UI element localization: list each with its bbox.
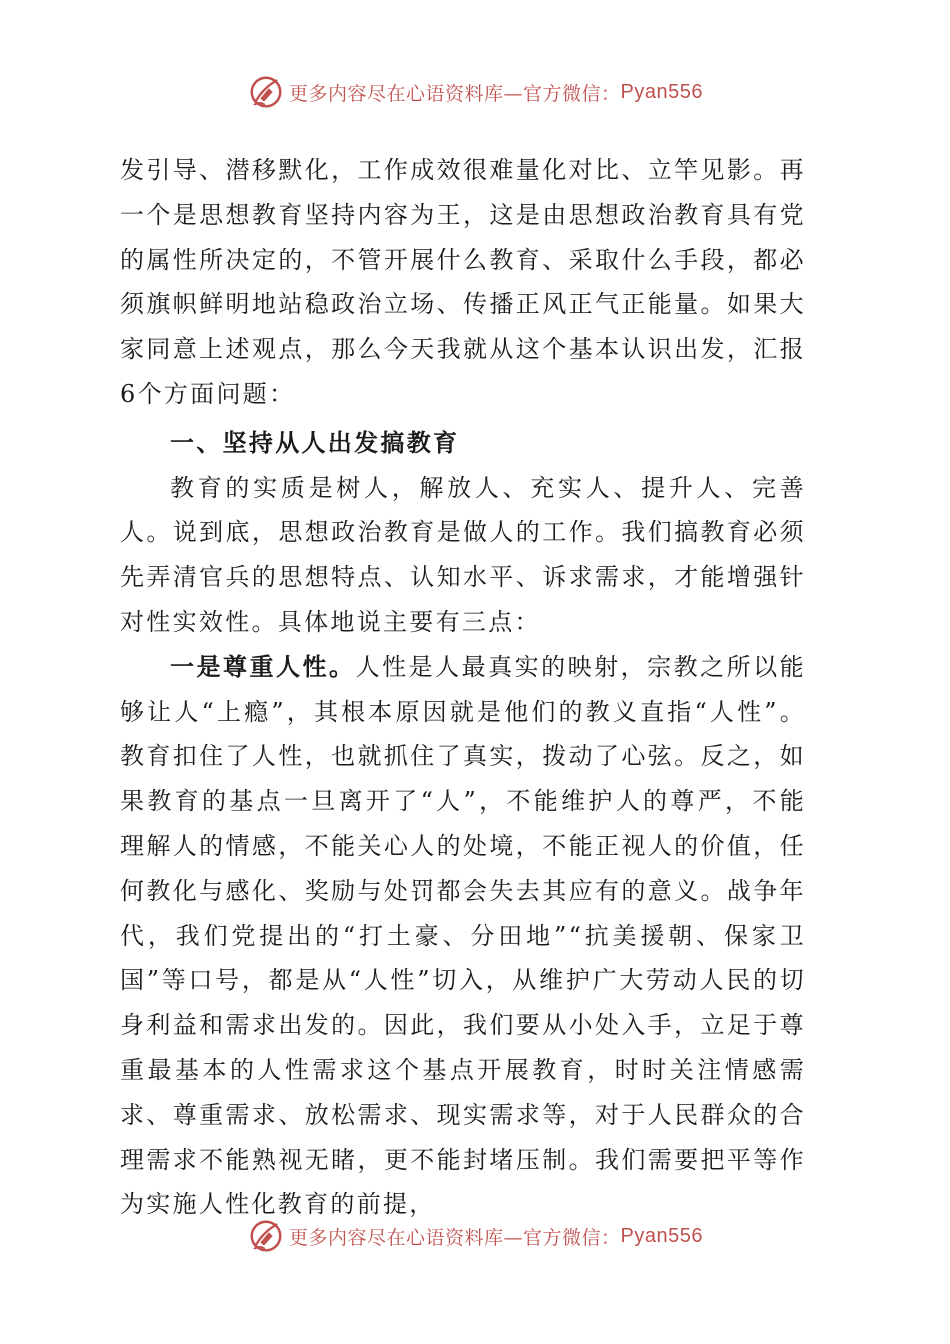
footer-banner-text: 更多内容尽在心语资料库—官方微信： [289,1226,621,1249]
pen-swirl-logo-icon [247,1217,285,1255]
header-banner [0,70,950,114]
document-body [120,148,806,1227]
section-heading: 一、坚持从人出发搞教育 [170,427,460,457]
point-one-lead: 一是尊重人性。 [170,652,356,681]
header-wechat-id: Pyan556 [620,80,703,103]
header-banner-text: 更多内容尽在心语资料库—官方微信： [289,82,621,105]
paragraph-point-one [120,645,806,1227]
paragraph-intro: 教育的实质是树人，解放人、充实人、提升人、完善人。说到底，思想政治教育是做人的工作。我们搞教育必须先弄清官兵的思想特点、认知水平、诉求需求，才能增强针对性实效性。具体地说主要有三点： [120,473,806,636]
paragraph-continuation: 发引导、潜移默化，工作成效很难量化对比、立竿见影。再一个是思想教育坚持内容为王，这是由思想政治教育具有党的属性所决定的，不管开展什么教育、采取什么手段，都必须旗帜鲜明地站稳政治立场、传播正风正气正能量。如果大家同意上述观点，那么今天我就从这个基本认识出发，汇报6个方面问题： [120,156,806,408]
pen-swirl-logo-icon [247,73,285,111]
footer-banner [0,1214,950,1258]
footer-wechat-id: Pyan556 [620,1224,703,1247]
point-one-text: 人性是人最真实的映射，宗教之所以能够让人“上瘾”，其根本原因就是他们的教义直指“人性”。教育扣住了人性，也就抓住了真实，拨动了心弦。反之，如果教育的基点一旦离开了“人”，不能维护人的尊严，不能理解人的情感，不能关心人的处境，不能正视人的价值，任何教化与感化、奖励与处罚都会失去其应有的意义。战争年代，我们党提出的“打土豪、分田地”“抗美援朝、保家卫国”等口号，都是从“人性”切入，从维护广大劳动人民的切身利益和需求出发的。因此，我们要从小处入手，立足于尊重最基本的人性需求这个基点开展教育，时时关注情感需求、尊重需求、放松需求、现实需求等，对于人民群众的合理需求不能熟视无睹，更不能封堵压制。我们需要把平等作为实施人性化教育的前提， [120,652,806,1219]
